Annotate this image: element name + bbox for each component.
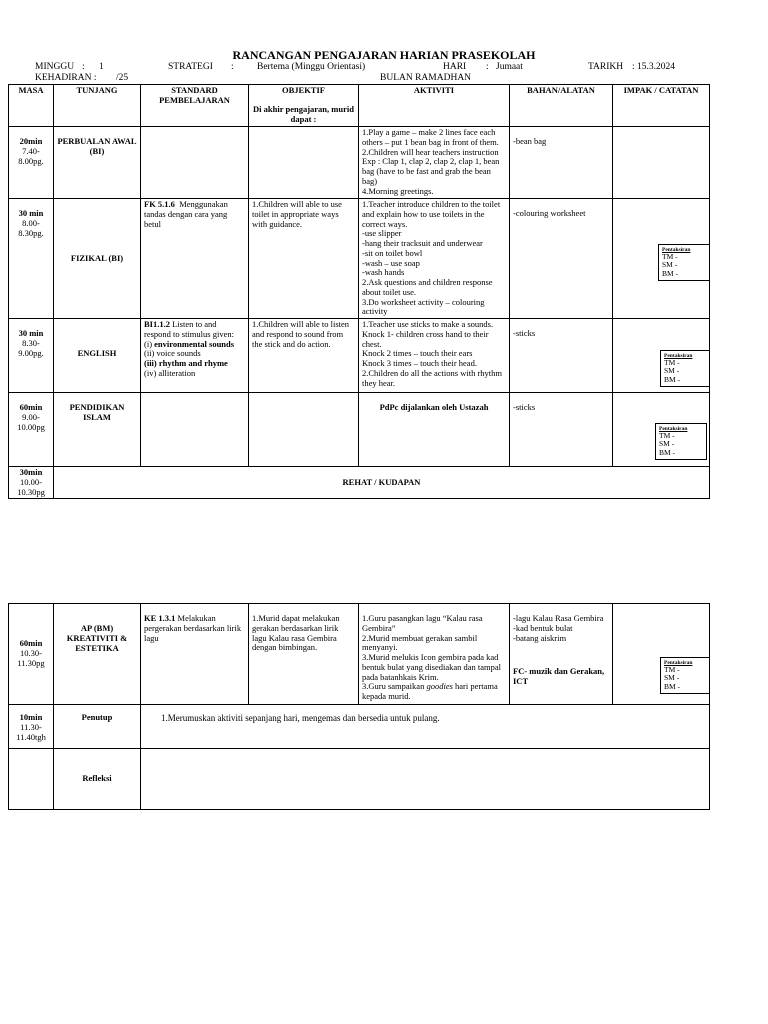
lesson-plan-table-2: [8, 603, 710, 810]
objektif-cell: 1.Children will able to use toilet in appropriate ways with guidance.: [249, 199, 359, 319]
pentaksiran-sm: SM -: [664, 366, 680, 376]
aktiviti-line: -use slipper: [362, 228, 402, 239]
aktiviti-line: Knock 2 times – touch their ears: [362, 348, 473, 359]
aktiviti-cell: [359, 319, 510, 393]
masa-time: 10.00-10.30pg: [17, 476, 45, 497]
masa-time: 11.30-11.40tgh: [16, 721, 46, 742]
aktiviti-line: 3.Murid melukis Icon gembira pada kad bentuk bulat yang disediakan dan tampal pada batanhkais Krim.: [362, 652, 502, 682]
masa-cell: [9, 604, 54, 705]
col-objektif: [249, 85, 359, 127]
pentaksiran-tm: TM -: [662, 252, 678, 262]
masa-time: 7.40-8.00pg.: [18, 145, 44, 166]
masa-cell: [9, 749, 54, 810]
aktiviti-line: Exp : Clap 1, clap 2, clap 2, clap 1, bean bag (have to be fast and grab the bean bag): [362, 156, 500, 186]
bulan-label: BULAN RAMADHAN: [380, 73, 472, 83]
masa-time: 10.30-11.30pg: [17, 648, 45, 668]
impak-cell: [613, 319, 710, 393]
table-row: [9, 749, 710, 810]
col-objektif-sub: Di akhir pengajaran, murid dapat :: [253, 103, 354, 124]
aktiviti-line: -wash – use soap: [362, 257, 420, 268]
colon: :: [231, 62, 234, 72]
aktiviti-line: 2.Ask questions and children response about toilet use.: [362, 277, 493, 297]
standard-item: (ii) voice sounds: [144, 348, 201, 359]
masa-duration: 20min: [19, 136, 43, 146]
table-row: [9, 393, 710, 467]
colon: :: [486, 62, 489, 72]
pentaksiran-title: Pentaksiran: [664, 353, 693, 360]
masa-duration: 10min: [19, 712, 43, 722]
table-row: [9, 467, 710, 499]
colon: :: [82, 62, 85, 72]
objektif-cell: [249, 127, 359, 199]
table-row: [9, 127, 710, 199]
tunjang-cell: FIZIKAL (BI): [54, 199, 141, 319]
aktiviti-line: 1.Teacher use sticks to make a sounds.: [362, 319, 494, 330]
aktiviti-line: 3.Do worksheet activity – colouring activity: [362, 296, 485, 317]
pentaksiran-box: [660, 350, 710, 387]
bahan-fc: FC- muzik dan Gerakan, ICT: [513, 666, 605, 687]
masa-cell: [9, 127, 54, 199]
aktiviti-line: 1.Play a game – make 2 lines face each others – put 1 bean bag in front of them.: [362, 127, 499, 147]
standard-cell: [141, 604, 249, 705]
pentaksiran-title: Pentaksiran: [662, 247, 691, 253]
tunjang-cell: PENDIDIKAN ISLAM: [54, 393, 141, 467]
tunjang-cell: PERBUALAN AWAL (BI): [54, 127, 141, 199]
aktiviti-line: Knock 1- children cross hand to their chest.: [362, 328, 489, 349]
bahan-cell: -sticks: [510, 319, 613, 393]
pentaksiran-bm: BM -: [664, 681, 681, 691]
masa-duration: 30min: [19, 467, 43, 478]
impak-cell: [613, 199, 710, 319]
pentaksiran-sm: SM -: [664, 673, 680, 683]
aktiviti-line: 2.Children do all the actions with rhythm they hear.: [362, 368, 502, 388]
aktiviti-line: -hang their tracksuit and underwear: [362, 238, 483, 249]
aktiviti-line: 1.Guru pasangkan lagu “Kalau rasa Gembira”: [362, 613, 483, 633]
impak-cell: [613, 127, 710, 199]
col-objektif-label: OBJEKTIF: [282, 85, 325, 95]
bahan-item: -kad bentuk bulat: [513, 622, 573, 633]
strategi-value: Bertema (Minggu Orientasi): [257, 62, 366, 72]
aktiviti-cell: [359, 199, 510, 319]
pentaksiran-bm: BM -: [662, 268, 679, 278]
pentaksiran-box: [655, 423, 707, 460]
pentaksiran-tm: TM -: [664, 665, 680, 675]
standard-cell: [141, 199, 249, 319]
tarikh-label: TARIKH: [588, 62, 624, 72]
bahan-item: -batang aiskrim: [513, 632, 567, 643]
masa-duration: 60min: [19, 638, 43, 649]
standard-cell: [141, 393, 249, 467]
objektif-cell: [249, 393, 359, 467]
standard-code: BI1.1.2: [144, 319, 170, 330]
masa-cell: [9, 393, 54, 467]
masa-cell: [9, 319, 54, 393]
aktiviti-line: 1.Teacher introduce children to the toilet and explain how to use toilets in the correct ways.: [362, 199, 501, 229]
bahan-item: -lagu Kalau Rasa Gembira: [513, 613, 604, 623]
standard-item: (i): [144, 338, 153, 349]
col-masa: MASA: [9, 85, 54, 127]
rehat-cell: REHAT / KUDAPAN: [54, 467, 710, 499]
standard-text: Menggunakan tandas dengan cara yang betul: [144, 199, 228, 229]
pentaksiran-box: [660, 657, 710, 694]
hari-value: Jumaat: [496, 62, 523, 72]
col-tunjang: TUNJANG: [54, 85, 141, 127]
minggu-value: 1: [99, 62, 104, 72]
aktiviti-line: 2.Murid membuat gerakan sambil menyanyi.: [362, 632, 478, 653]
masa-duration: 60min: [19, 402, 43, 413]
standard-cell: [141, 319, 249, 393]
standard-code: FK 5.1.6: [144, 199, 175, 209]
aktiviti-cell: [359, 604, 510, 705]
pentaksiran-title: Pentaksiran: [659, 426, 688, 433]
strategi-label: STRATEGI: [168, 62, 213, 72]
tunjang-cell: ENGLISH: [54, 319, 141, 393]
table-row: [9, 199, 710, 319]
standard-code: KE 1.3.1: [144, 613, 176, 623]
bahan-cell: [510, 604, 613, 705]
pentaksiran-sm: SM -: [659, 439, 675, 449]
masa-cell: [9, 705, 54, 749]
table-header-row: [9, 85, 710, 127]
standard-text: Listen to and respond to stimulus given:: [144, 319, 234, 339]
standard-cell: [141, 127, 249, 199]
lesson-plan-table-1: [8, 84, 710, 499]
pentaksiran-title: Pentaksiran: [664, 660, 693, 666]
col-impak: IMPAK / CATATAN: [613, 85, 710, 127]
penutup-cell: 1.Merumuskan aktiviti sepanjang hari, mengemas dan bersedia untuk pulang.: [141, 705, 710, 749]
page-title: RANCANGAN PENGAJARAN HARIAN PRASEKOLAH: [232, 48, 536, 62]
aktiviti-line: -sit on toilet bowl: [362, 247, 423, 258]
col-bahan: BAHAN/ALATAN: [510, 85, 613, 127]
masa-cell: [9, 467, 54, 499]
masa-cell: [9, 199, 54, 319]
pentaksiran-tm: TM -: [664, 358, 680, 368]
objektif-cell: 1.Murid dapat melakukan gerakan berdasarkan lirik lagu Kalau rasa Gembira dengan bimbingan.: [249, 604, 359, 705]
refleksi-cell: [141, 749, 710, 810]
hari-label: HARI: [443, 62, 467, 72]
masa-time: 9.00-10.00pg: [17, 411, 45, 432]
impak-cell: [613, 393, 710, 467]
impak-cell: [613, 604, 710, 705]
aktiviti-cell: [359, 127, 510, 199]
tarikh-value: : 15.3.2024: [632, 62, 676, 72]
bahan-cell: -sticks: [510, 393, 613, 467]
standard-item: (iv) alliteration: [144, 368, 196, 379]
masa-time: 8.00-8.30pg.: [18, 217, 44, 238]
col-standard: STANDARD PEMBELAJARAN: [141, 85, 249, 127]
masa-duration: 30 min: [18, 328, 44, 339]
pentaksiran-bm: BM -: [664, 374, 681, 384]
aktiviti-cell: PdPc dijalankan oleh Ustazah: [359, 393, 510, 467]
masa-time: 8.30-9.00pg.: [18, 337, 44, 358]
tunjang-cell: AP (BM) KREATIVITI & ESTETIKA: [54, 604, 141, 705]
objektif-cell: 1.Children will able to listen and respond to sound from the stick and do action.: [249, 319, 359, 393]
bahan-cell: -colouring worksheet: [510, 199, 613, 319]
pentaksiran-tm: TM -: [659, 431, 675, 441]
table-row: [9, 604, 710, 705]
standard-text: Melakukan pergerakan berdasarkan lirik lagu: [144, 613, 242, 643]
aktiviti-line: Knock 3 times – touch their head.: [362, 358, 477, 369]
bahan-cell: -bean bag: [510, 127, 613, 199]
aktiviti-line: 3.Guru sampaikan goodies hari pertama kepada murid.: [362, 681, 498, 702]
col-aktiviti: AKTIVITI: [359, 85, 510, 127]
masa-duration: 30 min: [18, 208, 44, 218]
pentaksiran-sm: SM -: [662, 260, 678, 270]
kehadiran-label: KEHADIRAN :: [35, 73, 97, 83]
minggu-label: MINGGU: [35, 62, 75, 72]
standard-item: environmental sounds: [154, 338, 235, 349]
tunjang-cell: Refleksi: [54, 749, 141, 810]
kehadiran-value: /25: [116, 73, 129, 83]
aktiviti-line: 4.Morning greetings.: [362, 185, 434, 196]
tunjang-cell: Penutup: [54, 705, 141, 749]
pentaksiran-box: [658, 244, 710, 281]
table-row: [9, 319, 710, 393]
standard-item: (iii) rhythm and rhyme: [144, 358, 228, 369]
table-row: [9, 705, 710, 749]
pentaksiran-bm: BM -: [659, 447, 676, 457]
aktiviti-line: 2.Children will hear teachers instruction: [362, 146, 499, 157]
aktiviti-line: -wash hands: [362, 267, 405, 278]
